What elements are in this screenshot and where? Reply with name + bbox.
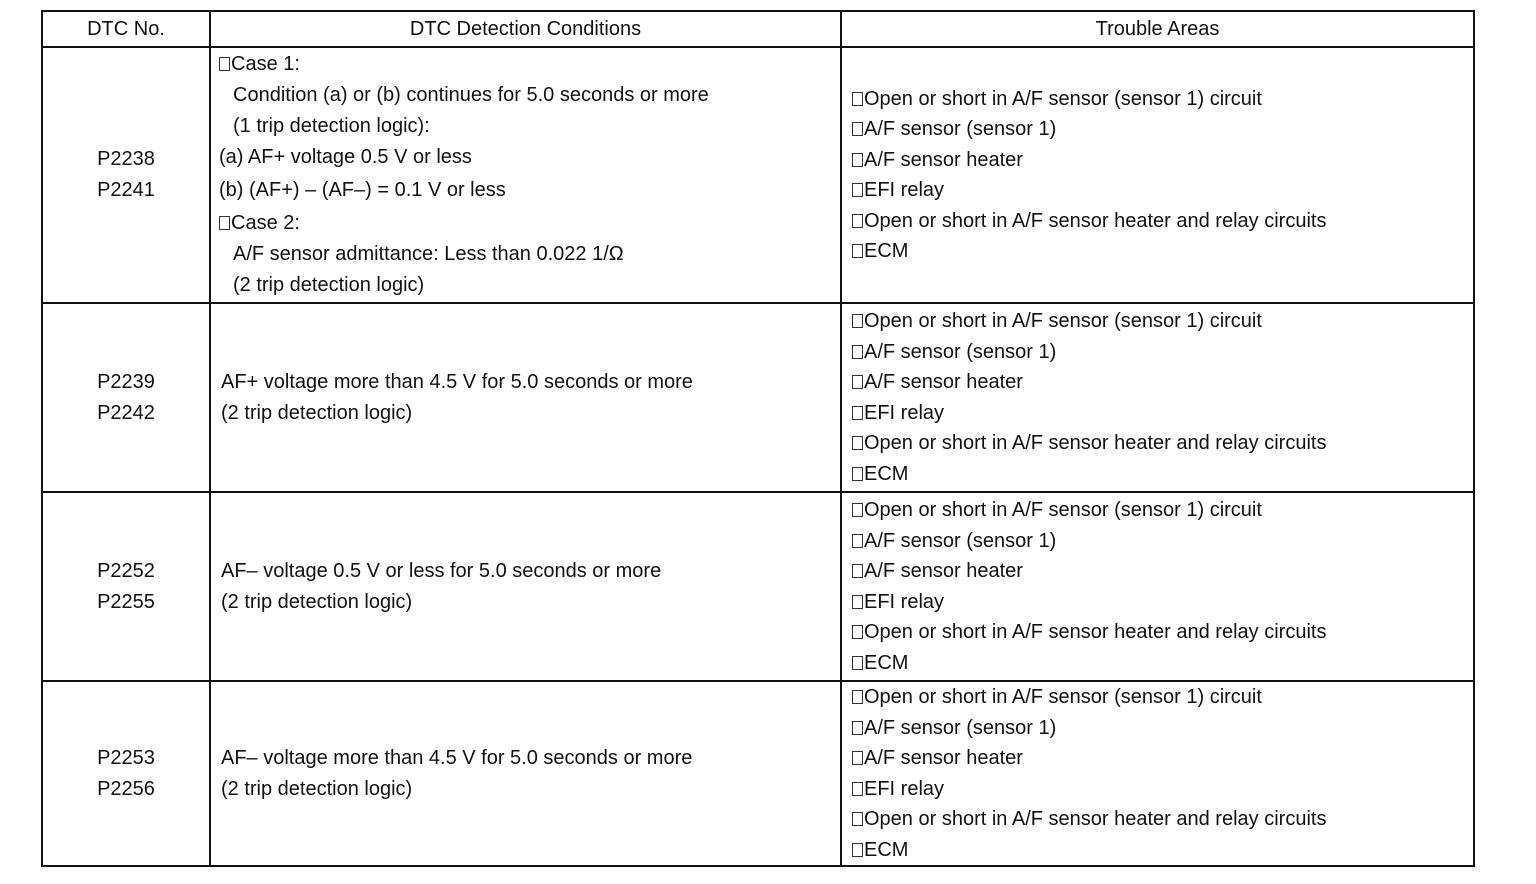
table-row xyxy=(42,303,1474,492)
checkbox-bullet-icon xyxy=(852,564,863,578)
condition-text: (2 trip detection logic) xyxy=(221,777,413,800)
checkbox-bullet-icon xyxy=(852,690,863,704)
trouble-areas-cell xyxy=(841,47,1474,303)
trouble-area-item: EFI relay xyxy=(852,774,1473,805)
trouble-area-item: ECM xyxy=(852,648,1473,679)
checkbox-bullet-icon xyxy=(852,503,863,517)
dtc-code-cell xyxy=(42,303,210,492)
dtc-code-cell xyxy=(42,47,210,303)
checkbox-bullet-icon xyxy=(219,216,230,230)
dtc-table xyxy=(41,10,1475,867)
dtc-code: P2252 xyxy=(97,559,155,582)
condition-text: Condition (a) or (b) continues for 5.0 seconds or more xyxy=(233,84,709,106)
dtc-code: P2253 xyxy=(97,746,155,769)
trouble-area-item: EFI relay xyxy=(852,175,1473,206)
dtc-code: P2256 xyxy=(97,777,155,800)
checkbox-bullet-icon xyxy=(852,721,863,735)
condition-text: (2 trip detection logic) xyxy=(221,590,413,613)
condition-text: (2 trip detection logic) xyxy=(233,274,425,296)
trouble-area-item: Open or short in A/F sensor heater and relay circuits xyxy=(852,206,1473,237)
condition-text: AF– voltage more than 4.5 V for 5.0 seconds or more xyxy=(221,746,693,769)
table-row xyxy=(42,492,1474,681)
dtc-code: P2238 xyxy=(97,148,155,170)
condition-text: (2 trip detection logic) xyxy=(221,401,413,424)
checkbox-bullet-icon xyxy=(852,782,863,796)
table-header-row xyxy=(42,11,1474,47)
checkbox-bullet-icon xyxy=(852,314,863,328)
checkbox-bullet-icon xyxy=(852,751,863,765)
trouble-area-item: EFI relay xyxy=(852,587,1473,618)
checkbox-bullet-icon xyxy=(852,843,863,857)
trouble-area-item: Open or short in A/F sensor heater and relay circuits xyxy=(852,428,1473,459)
trouble-area-item: Open or short in A/F sensor (sensor 1) circuit xyxy=(852,306,1473,337)
checkbox-bullet-icon xyxy=(852,534,863,548)
checkbox-bullet-icon xyxy=(852,92,863,106)
condition-text: (a) AF+ voltage 0.5 V or less xyxy=(219,146,472,168)
trouble-area-item: A/F sensor heater xyxy=(852,367,1473,398)
checkbox-bullet-icon xyxy=(852,812,863,826)
condition-text: (1 trip detection logic): xyxy=(233,115,430,137)
trouble-area-item: ECM xyxy=(852,459,1473,490)
trouble-area-item: EFI relay xyxy=(852,398,1473,429)
checkbox-bullet-icon xyxy=(852,244,863,258)
trouble-area-item: ECM xyxy=(852,236,1473,267)
trouble-area-item: A/F sensor (sensor 1) xyxy=(852,337,1473,368)
condition-text: A/F sensor admittance: Less than 0.022 1/Ω xyxy=(233,243,624,265)
trouble-area-item: Open or short in A/F sensor (sensor 1) circuit xyxy=(852,84,1473,115)
dtc-code: P2241 xyxy=(97,179,155,201)
header-detection-conditions: DTC Detection Conditions xyxy=(210,11,841,47)
trouble-area-item: A/F sensor (sensor 1) xyxy=(852,713,1473,744)
trouble-area-item: A/F sensor (sensor 1) xyxy=(852,526,1473,557)
condition-text: (b) (AF+) – (AF–) = 0.1 V or less xyxy=(219,179,506,201)
dtc-code: P2255 xyxy=(97,590,155,613)
checkbox-bullet-icon xyxy=(852,153,863,167)
detection-conditions-cell xyxy=(210,303,841,492)
table-row xyxy=(42,47,1474,303)
header-dtc-no: DTC No. xyxy=(42,11,210,47)
dtc-code: P2239 xyxy=(97,370,155,393)
dtc-code-cell xyxy=(42,681,210,866)
trouble-area-item: A/F sensor heater xyxy=(852,145,1473,176)
checkbox-bullet-icon xyxy=(852,436,863,450)
case-label: Case 2: xyxy=(219,208,840,239)
header-trouble-areas: Trouble Areas xyxy=(841,11,1474,47)
table-row xyxy=(42,681,1474,866)
trouble-areas-cell xyxy=(841,681,1474,866)
condition-text: AF– voltage 0.5 V or less for 5.0 seconds or more xyxy=(221,559,662,582)
case-label: Case 1: xyxy=(219,49,840,80)
dtc-code: P2242 xyxy=(97,401,155,424)
detection-conditions-cell xyxy=(210,47,841,303)
checkbox-bullet-icon xyxy=(852,656,863,670)
checkbox-bullet-icon xyxy=(852,214,863,228)
checkbox-bullet-icon xyxy=(852,183,863,197)
trouble-area-item: A/F sensor (sensor 1) xyxy=(852,114,1473,145)
checkbox-bullet-icon xyxy=(219,57,230,71)
detection-conditions-cell xyxy=(210,681,841,866)
trouble-area-item: ECM xyxy=(852,835,1473,866)
dtc-code-cell xyxy=(42,492,210,681)
trouble-area-item: Open or short in A/F sensor heater and relay circuits xyxy=(852,804,1473,835)
trouble-areas-cell xyxy=(841,492,1474,681)
checkbox-bullet-icon xyxy=(852,375,863,389)
condition-text: AF+ voltage more than 4.5 V for 5.0 seconds or more xyxy=(221,370,693,393)
checkbox-bullet-icon xyxy=(852,595,863,609)
trouble-area-item: A/F sensor heater xyxy=(852,556,1473,587)
trouble-area-item: A/F sensor heater xyxy=(852,743,1473,774)
trouble-area-item: Open or short in A/F sensor (sensor 1) circuit xyxy=(852,495,1473,526)
trouble-area-item: Open or short in A/F sensor (sensor 1) circuit xyxy=(852,682,1473,713)
detection-conditions-cell xyxy=(210,492,841,681)
checkbox-bullet-icon xyxy=(852,467,863,481)
checkbox-bullet-icon xyxy=(852,406,863,420)
trouble-area-item: Open or short in A/F sensor heater and relay circuits xyxy=(852,617,1473,648)
checkbox-bullet-icon xyxy=(852,625,863,639)
checkbox-bullet-icon xyxy=(852,122,863,136)
checkbox-bullet-icon xyxy=(852,345,863,359)
trouble-areas-cell xyxy=(841,303,1474,492)
